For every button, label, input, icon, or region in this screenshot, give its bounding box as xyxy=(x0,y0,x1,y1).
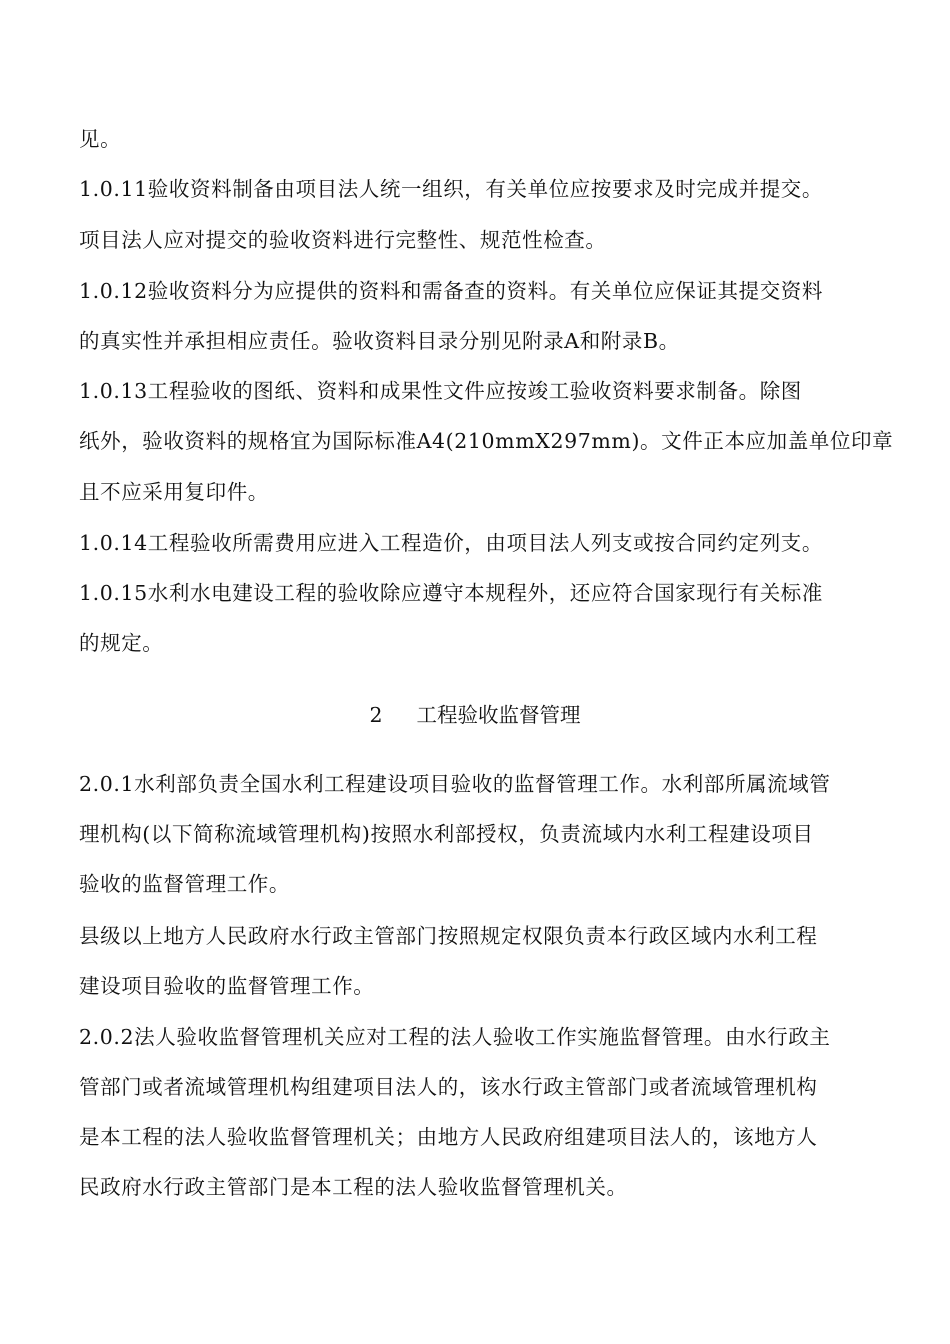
text-line: 的真实性并承担相应责任。验收资料目录分别见附录A和附录B。 xyxy=(79,329,680,353)
text-line: 项目法人应对提交的验收资料进行完整性、规范性检查。 xyxy=(79,228,607,252)
section-heading xyxy=(0,701,950,729)
text-line: 1.0.13工程验收的图纸、资料和成果性文件应按竣工验收资料要求制备。除图 xyxy=(79,379,802,403)
text-line: 1.0.12验收资料分为应提供的资料和需备查的资料。有关单位应保证其提交资料 xyxy=(79,279,824,303)
text-line: 1.0.15水利水电建设工程的验收除应遵守本规程外，还应符合国家现行有关标准 xyxy=(79,581,824,605)
text-line: 管部门或者流域管理机构组建项目法人的，该水行政主管部门或者流域管理机构 xyxy=(79,1075,818,1099)
text-line: 见。 xyxy=(79,127,122,151)
text-line: 理机构(以下简称流域管理机构)按照水利部授权，负责流域内水利工程建设项目 xyxy=(79,822,814,846)
text-line: 的规定。 xyxy=(79,631,164,655)
text-line: 2.0.2法人验收监督管理机关应对工程的法人验收工作实施监督管理。由水行政主 xyxy=(79,1025,831,1049)
text-line: 1.0.11验收资料制备由项目法人统一组织，有关单位应按要求及时完成并提交。 xyxy=(79,177,824,201)
text-line: 1.0.14工程验收所需费用应进入工程造价，由项目法人列支或按合同约定列支。 xyxy=(79,531,824,555)
text-line: 县级以上地方人民政府水行政主管部门按照规定权限负责本行政区域内水利工程 xyxy=(79,924,818,948)
section-number: 2 xyxy=(369,703,383,727)
text-line: 验收的监督管理工作。 xyxy=(79,872,290,896)
text-line: 且不应采用复印件。 xyxy=(79,480,269,504)
text-line: 纸外，验收资料的规格宜为国际标准A4(210mmX297mm)。文件正本应加盖单位印章 xyxy=(79,429,894,453)
text-line: 建设项目验收的监督管理工作。 xyxy=(79,974,375,998)
section-title: 工程验收监督管理 xyxy=(416,703,581,727)
text-line: 民政府水行政主管部门是本工程的法人验收监督管理机关。 xyxy=(79,1175,628,1199)
text-line: 是本工程的法人验收监督管理机关；由地方人民政府组建项目法人的，该地方人 xyxy=(79,1125,818,1149)
text-line: 2.0.1水利部负责全国水利工程建设项目验收的监督管理工作。水利部所属流域管 xyxy=(79,772,831,796)
